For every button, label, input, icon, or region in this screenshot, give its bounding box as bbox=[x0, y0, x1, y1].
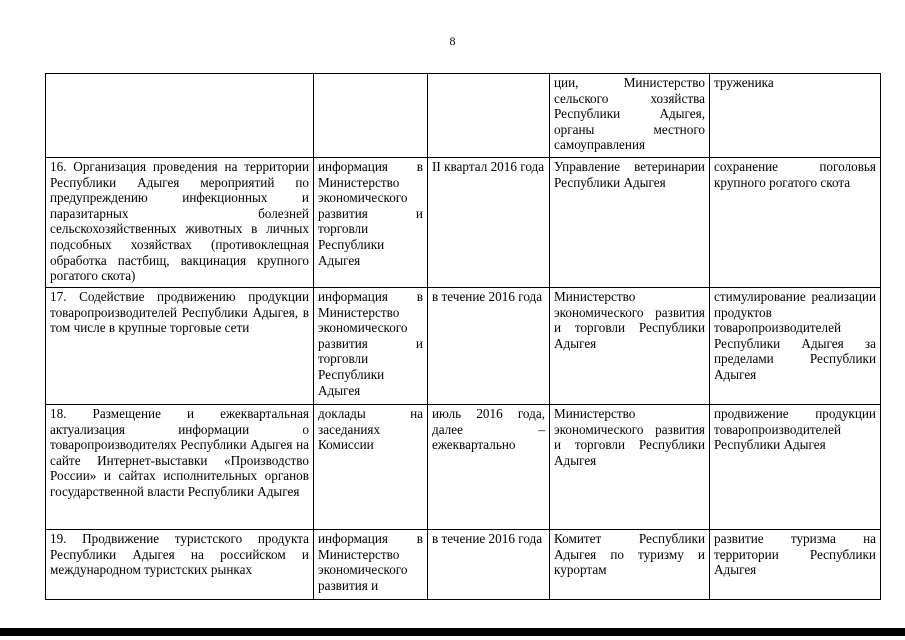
measure-cell: 17. Содействие продвижению продукции товаропроизводителей Республики Адыгея, в том числе в крупные торговые сети bbox=[46, 288, 314, 405]
reporting-form-cell bbox=[314, 74, 428, 158]
table-row bbox=[46, 74, 881, 158]
expected-result-cell: продвижение продукции товаропроизводителей Республики Адыгея bbox=[710, 405, 881, 530]
expected-result-cell: труженика bbox=[710, 74, 881, 158]
deadline-cell bbox=[428, 74, 550, 158]
expected-result-cell: сохранение поголовья крупного рогатого скота bbox=[710, 158, 881, 288]
deadline-cell: в течение 2016 года bbox=[428, 288, 550, 405]
deadline-cell: июль 2016 года, далее – ежеквартально bbox=[428, 405, 550, 530]
deadline-cell: II квартал 2016 года bbox=[428, 158, 550, 288]
responsible-cell: Управление ветеринарии Республики Адыгея bbox=[550, 158, 710, 288]
expected-result-cell: развитие туризма на территории Республики Адыгея bbox=[710, 530, 881, 600]
plan-table bbox=[45, 73, 881, 600]
reporting-form-cell: информация в Министерство экономического развития и bbox=[314, 530, 428, 600]
table-row bbox=[46, 158, 881, 288]
table-row bbox=[46, 530, 881, 600]
measure-cell: 19. Продвижение туристского продукта Республики Адыгея на российском и международном туристских рынках bbox=[46, 530, 314, 600]
reporting-form-cell: информация в Министерство экономического развития и торговли Республики Адыгея bbox=[314, 288, 428, 405]
measure-cell: 16. Организация проведения на территории Республики Адыгея мероприятий по предупреждению инфекционных и паразитарных болезней сельскохозяйственных животных в личных подсобных хозяйствах (противоклещная обработка пастбищ, вакцинация крупного рогатого скота) bbox=[46, 158, 314, 288]
responsible-cell: Министерство экономического развития и торговли Республики Адыгея bbox=[550, 288, 710, 405]
measure-cell bbox=[46, 74, 314, 158]
responsible-cell: Министерство экономического развития и торговли Республики Адыгея bbox=[550, 405, 710, 530]
reporting-form-cell: информация в Министерство экономического развития и торговли Республики Адыгея bbox=[314, 158, 428, 288]
responsible-cell: ции, Министерство сельского хозяйства Республики Адыгея, органы местного самоуправления bbox=[550, 74, 710, 158]
scan-edge-band bbox=[0, 628, 905, 636]
expected-result-cell: стимулирование реализации продуктов товаропроизводителей Республики Адыгея за пределами Республики Адыгея bbox=[710, 288, 881, 405]
responsible-cell: Комитет Республики Адыгея по туризму и курортам bbox=[550, 530, 710, 600]
table-row bbox=[46, 405, 881, 530]
page-number: 8 bbox=[449, 34, 456, 48]
measure-cell: 18. Размещение и ежеквартальная актуализация информации о товаропроизводителях Республики Адыгея на сайте Интернет-выставки «Производство России» и сайтах исполнительных органов государственной власти Республики Адыгея bbox=[46, 405, 314, 530]
deadline-cell: в течение 2016 года bbox=[428, 530, 550, 600]
reporting-form-cell: доклады на заседаниях Комиссии bbox=[314, 405, 428, 530]
table-row bbox=[46, 288, 881, 405]
